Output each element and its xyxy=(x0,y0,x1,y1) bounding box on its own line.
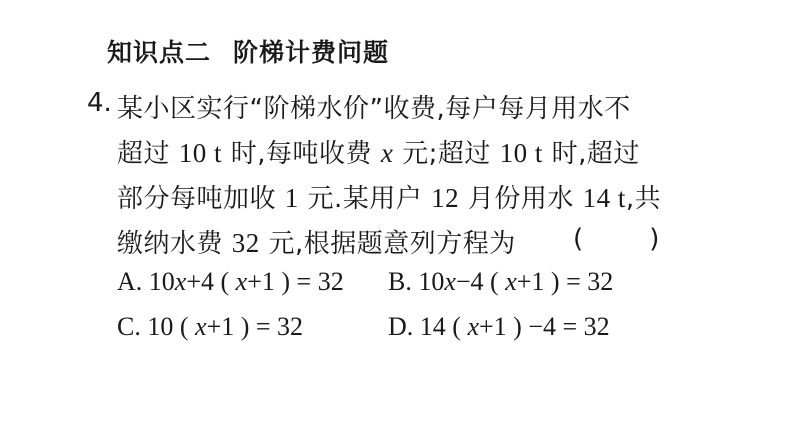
question-text: 月份用水 xyxy=(459,184,583,214)
question-text: 缴纳水费 xyxy=(117,229,232,259)
question-text: 时,超过 xyxy=(542,139,640,169)
option-letter: A. xyxy=(117,267,143,296)
section-title: 阶梯计费问题 xyxy=(233,38,390,67)
variable-x: x xyxy=(380,138,394,168)
question-line-4 xyxy=(117,223,516,260)
variable-x: x xyxy=(235,267,248,296)
quantity: 10 t xyxy=(499,138,543,168)
expr-part: 10 ( xyxy=(147,312,196,341)
expr-part: 10 xyxy=(418,267,445,296)
option-d[interactable] xyxy=(388,312,610,342)
quantity: 10 t xyxy=(178,138,223,168)
option-letter: B. xyxy=(388,267,412,296)
expr-part: +1 ) = 32 xyxy=(247,267,344,296)
question-line-1 xyxy=(117,88,631,125)
expr-part: +1 ) = 32 xyxy=(516,267,614,296)
expr-part: +1 ) = 32 xyxy=(206,312,304,341)
expr-part: −4 ( xyxy=(455,267,506,296)
option-b[interactable] xyxy=(388,267,613,297)
section-label: 知识点二 xyxy=(107,38,212,67)
answer-blank[interactable]: ( ) xyxy=(573,224,660,254)
option-letter: D. xyxy=(388,312,414,341)
expr-part: +1 ) −4 = 32 xyxy=(479,312,610,341)
quantity: 1 xyxy=(284,183,299,213)
variable-x: x xyxy=(467,312,479,341)
quantity: 14 t xyxy=(582,183,626,213)
variable-x: x xyxy=(174,267,187,296)
expr-part: 14 ( xyxy=(419,312,468,341)
question-text: ,共 xyxy=(625,184,662,214)
option-c[interactable] xyxy=(117,312,303,342)
variable-x: x xyxy=(505,267,517,296)
question-line-2 xyxy=(117,133,640,170)
question-text: 某小区实行“阶梯水价”收费,每户每月用水不 xyxy=(117,94,631,124)
option-letter: C. xyxy=(117,312,141,341)
question-text: 元.某用户 xyxy=(298,184,432,214)
question-text: 时,每吨收费 xyxy=(222,139,381,169)
question-line-3 xyxy=(117,178,661,215)
quantity: 32 xyxy=(231,228,260,258)
question-text: 部分每吨加收 xyxy=(117,184,285,214)
question-number: 4. xyxy=(87,88,112,118)
variable-x: x xyxy=(444,267,456,296)
option-a[interactable] xyxy=(117,267,344,297)
quantity: 12 xyxy=(431,183,460,213)
question-text: 超过 xyxy=(117,139,179,169)
variable-x: x xyxy=(195,312,207,341)
question-text: 元,根据题意列方程为 xyxy=(259,229,516,259)
expr-part: +4 ( xyxy=(186,267,236,296)
expr-part: 10 xyxy=(148,267,175,296)
section-heading xyxy=(107,33,389,69)
question-text: 元;超过 xyxy=(393,139,500,169)
